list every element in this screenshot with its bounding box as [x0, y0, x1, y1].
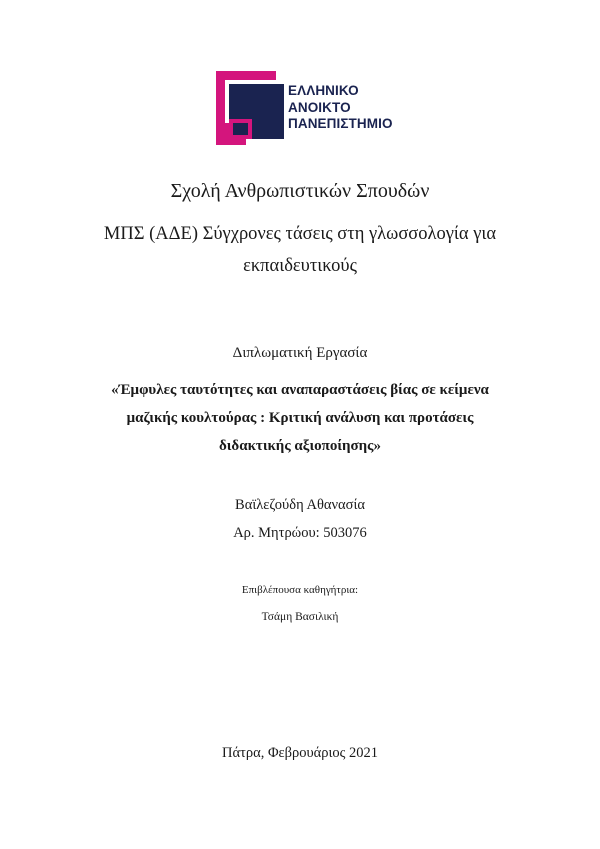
supervisor-label: Επιβλέπουσα καθηγήτρια: [241, 584, 359, 596]
thesis-type-label: Διπλωματική Εργασία [232, 345, 368, 361]
logo-line-2: ΑΝΟΙΚΤΟ [288, 99, 351, 115]
logo-emblem-icon [216, 71, 286, 145]
program-line-2: εκπαιδευτικούς [243, 256, 357, 276]
logo-line-3: ΠΑΝΕΠΙΣΤΗΜΙΟ [288, 116, 393, 131]
logo-line-1: ΕΛΛΗΝΙΚΟ [288, 83, 359, 98]
thesis-title-line-3: διδακτικής αξιοποίησης» [218, 438, 381, 454]
supervisor-name: Τσάμη Βασιλική [261, 611, 339, 623]
registration-number: Αρ. Μητρώου: 503076 [233, 525, 367, 541]
thesis-title-line-2: μαζικής κουλτούρας : Κριτική ανάλυση και προτάσεις [126, 410, 474, 426]
school-name: Σχολή Ανθρωπιστικών Σπουδών [170, 180, 430, 202]
logo-wordmark [288, 83, 393, 133]
author-name: Βαϊλεζούδη Αθανασία [235, 497, 365, 513]
program-line-1: ΜΠΣ (ΑΔΕ) Σύγχρονες τάσεις στη γλωσσολογία για [103, 224, 497, 244]
thesis-title-line-1: «Έμφυλες ταυτότητες και αναπαραστάσεις βίας σε κείμενα [111, 382, 489, 398]
place-and-date: Πάτρα, Φεβρουάριος 2021 [221, 745, 379, 761]
university-logo [216, 71, 406, 145]
